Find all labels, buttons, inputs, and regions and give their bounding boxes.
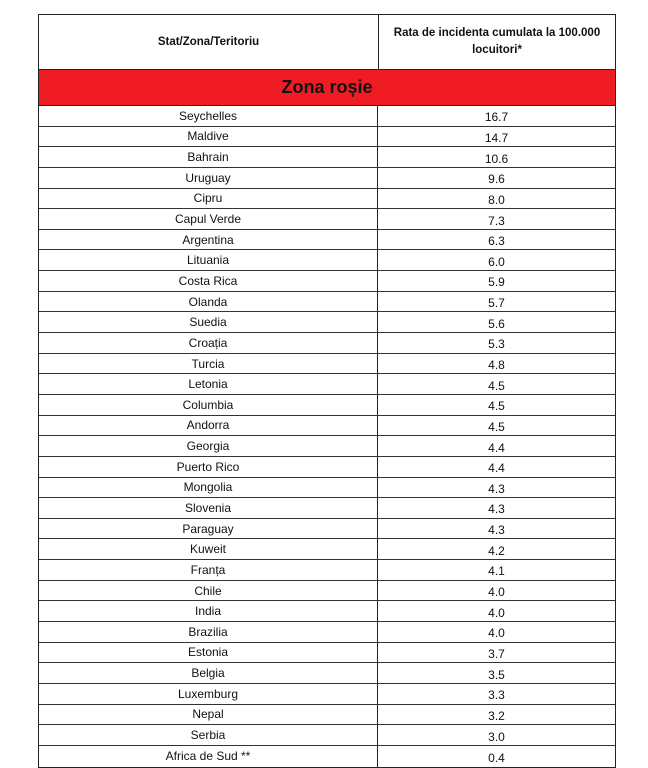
country-cell: Estonia (39, 643, 378, 663)
rate-cell: 4.0 (488, 626, 505, 641)
table-row (39, 168, 615, 189)
country-cell: Olanda (39, 292, 378, 312)
rate-cell: 3.7 (488, 646, 505, 661)
rate-cell: 4.8 (488, 358, 505, 372)
country-cell: Puerto Rico (39, 457, 378, 477)
country-cell: Argentina (39, 230, 378, 250)
table-row (39, 147, 615, 168)
country-cell: Africa de Sud ** (39, 746, 378, 767)
table-row (39, 478, 615, 499)
country-cell: Serbia (39, 725, 378, 745)
rate-cell: 0.4 (488, 750, 505, 765)
header-country: Stat/Zona/Teritoriu (39, 15, 379, 69)
rate-cell: 4.1 (488, 564, 505, 579)
table-row (39, 519, 615, 540)
table-row (39, 395, 615, 416)
rate-cell: 16.7 (484, 110, 509, 125)
country-cell: Turcia (39, 354, 378, 374)
table-row (39, 230, 615, 251)
table-row (39, 354, 615, 375)
country-cell: Cipru (39, 189, 378, 209)
rate-cell: 4.2 (488, 543, 505, 558)
rate-cell: 4.3 (488, 502, 505, 517)
country-cell: Franța (39, 560, 378, 580)
table-row (39, 436, 615, 457)
table-row (39, 374, 615, 395)
table-row (39, 271, 615, 292)
table-row (39, 416, 615, 437)
table-row (39, 539, 615, 560)
rate-cell: 10.6 (484, 151, 509, 166)
rate-cell: 3.0 (488, 729, 505, 744)
rate-cell: 5.7 (488, 296, 505, 311)
rate-cell: 3.2 (488, 708, 505, 723)
table-body (39, 106, 615, 767)
country-cell: Mongolia (39, 478, 378, 498)
rate-cell: 4.0 (488, 585, 505, 600)
incidence-table (38, 14, 616, 768)
rate-cell: 4.5 (488, 419, 505, 434)
country-cell: Seychelles (39, 106, 378, 126)
table-row (39, 209, 615, 230)
table-row (39, 457, 615, 478)
table-row (39, 127, 615, 148)
table-row (39, 622, 615, 643)
header-rate: Rata de incidenta cumulata la 100.000 locuitori* (393, 27, 601, 56)
country-cell: Luxemburg (39, 684, 378, 704)
country-cell: Kuweit (39, 539, 378, 559)
table-row (39, 189, 615, 210)
rate-cell: 5.9 (488, 275, 505, 290)
rate-cell: 9.6 (488, 172, 505, 187)
rate-cell: 4.3 (488, 523, 505, 538)
rate-cell: 5.3 (488, 337, 505, 352)
rate-cell: 6.3 (488, 234, 505, 249)
rate-cell: 7.3 (488, 213, 505, 228)
country-cell: Croația (39, 333, 378, 353)
country-cell: Belgia (39, 663, 378, 683)
table-row (39, 292, 615, 313)
country-cell: Bahrain (39, 147, 378, 167)
country-cell: Brazilia (39, 622, 378, 642)
country-cell: Columbia (39, 395, 378, 415)
rate-cell: 5.6 (488, 316, 505, 331)
rate-cell: 4.4 (488, 440, 505, 455)
rate-cell: 4.0 (488, 605, 505, 620)
country-cell: Lituania (39, 250, 378, 270)
rate-cell: 6.0 (488, 254, 505, 269)
country-cell: Suedia (39, 312, 378, 332)
country-cell: Costa Rica (39, 271, 378, 291)
country-cell: India (39, 601, 378, 621)
table-row (39, 643, 615, 664)
rate-cell: 4.3 (488, 481, 505, 496)
table-row (39, 581, 615, 602)
country-cell: Georgia (39, 436, 378, 456)
rate-cell: 4.4 (488, 461, 505, 476)
table-row (39, 250, 615, 271)
rate-cell: 14.7 (484, 130, 509, 145)
table-row (39, 746, 615, 767)
table-row (39, 312, 615, 333)
country-cell: Slovenia (39, 498, 378, 518)
table-row (39, 725, 615, 746)
country-cell: Letonia (39, 374, 378, 394)
table-header-row (39, 15, 615, 70)
rate-cell: 4.5 (488, 378, 505, 393)
table-row (39, 560, 615, 581)
table-row (39, 705, 615, 726)
country-cell: Capul Verde (39, 209, 378, 229)
country-cell: Maldive (39, 127, 378, 147)
table-row (39, 601, 615, 622)
table-row (39, 684, 615, 705)
rate-cell: 3.3 (488, 688, 505, 703)
rate-cell: 4.5 (488, 399, 505, 414)
country-cell: Uruguay (39, 168, 378, 188)
table-row (39, 106, 615, 127)
country-cell: Andorra (39, 416, 378, 436)
zone-title: Zona roșie (39, 70, 615, 106)
country-cell: Chile (39, 581, 378, 601)
rate-cell: 8.0 (488, 192, 505, 207)
country-cell: Paraguay (39, 519, 378, 539)
table-row (39, 333, 615, 354)
rate-cell: 3.5 (488, 667, 505, 682)
country-cell: Nepal (39, 705, 378, 725)
table-row (39, 663, 615, 684)
table-row (39, 498, 615, 519)
